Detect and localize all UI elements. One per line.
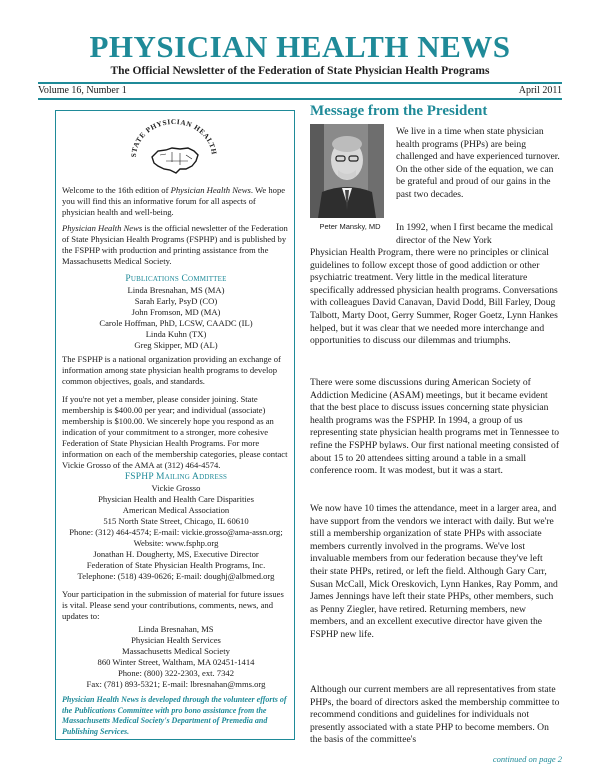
footer-paragraph: Physician Health News is developed through the volunteer efforts of the Publications Committee with pro bono assistance from the Massachusetts Medical Society's Department of Premedia and Publishing Services.	[62, 695, 287, 736]
svg-text:FEDERATION OF STATE PHYSICIAN	[114, 117, 218, 158]
contact-line: Massachusetts Medical Society	[122, 646, 230, 656]
sidebar-box	[55, 110, 295, 740]
director-line: Federation of State Physician Health Programs, Inc.	[86, 560, 266, 570]
newsletter-title: PHYSICIAN HEALTH NEWS	[89, 29, 511, 64]
photo-caption: Peter Mansky, MD	[319, 222, 381, 231]
article-paragraph-4: We now have 10 times the attendance, meet in a larger area, and have support from the vendors we interact with daily. But we're still a membership organization of state PHPs with associate members currently involved in the programs. We've lost invaluable members from our federation because they've left their state PHPs, retired, or left the field. Although Gary Carr, Susan McCall, Mick Oreskovich, Lynn Hankes, Ray Pomm, and James Jennings have left their state PHPs, other members, such as Penny Ziegler, have retired. Returning members, new members, and an excellent executive director have given the FSPHP new life.	[310, 503, 558, 640]
contact-block	[62, 624, 290, 690]
official-paragraph: Physician Health News is the official newsletter of the Federation of State Physician Health Programs (FSPHP) and is published by the FSPHP with production and printing assistance from the Massachusetts Medical Society.	[62, 223, 288, 266]
portrait-image	[310, 124, 384, 218]
fsphp-seal-logo	[114, 117, 234, 193]
mailing-line: Physician Health and Health Care Disparities	[98, 494, 254, 504]
director-line: Telephone: (518) 439-0626; E-mail: doughj@albmed.org	[77, 571, 275, 581]
mailing-address	[62, 471, 290, 549]
contact-line: 860 Winter Street, Waltham, MA 02451-1414	[97, 657, 255, 667]
contact-line: Physician Health Services	[131, 635, 221, 645]
mailing-line: Vickie Grosso	[151, 483, 201, 493]
participation-paragraph: Your participation in the submission of material for future issues is vital. Please send your contributions, comments, news, and updates to:	[62, 589, 284, 621]
committee-member: Greg Skipper, MD (AL)	[134, 340, 218, 350]
article-title: Message from the President	[310, 103, 488, 119]
mailing-line: American Medical Association	[122, 505, 230, 515]
mailing-line: Phone: (312) 464-4574; E-mail: vickie.grosso@ama-assn.org;	[69, 527, 283, 537]
org-paragraph: The FSPHP is a national organization providing an exchange of information among state physician health programs to develop common objectives, goals, and standards.	[62, 354, 281, 386]
article-paragraph-3: There were some discussions during American Society of Addiction Medicine (ASAM) meetings, but it became evident that the best place to discuss issues concerning state physician health programs was the FSPHP. In 1994, a group of us representing state physician health programs met in Tennessee to refine the FSPHP bylaws. Our first national meeting consisted of about 15 to 20 attendees sitting around a table in a small conference room. It was modest, but it was a start.	[310, 377, 560, 477]
continued-note: continued on page 2	[492, 754, 562, 764]
article-paragraph-2-start: In 1992, when I first became the medical director of the New York	[396, 222, 554, 246]
contact-line: Fax: (781) 893-5321; E-mail: lbresnahan@mms.org	[86, 679, 266, 689]
issue-volume: Volume 16, Number 1	[38, 85, 127, 96]
issue-date: April 2011	[518, 85, 562, 96]
committee-member: Sarah Early, PsyD (CO)	[134, 296, 218, 306]
article-paragraph-1: We live in a time when state physician health programs (PHPs) are being challenged and have experienced turnover. On the other side of the equation, we can be grateful and proud of our gains in the past two decades.	[396, 126, 560, 200]
mailing-line: Website: www.fsphp.org	[133, 538, 219, 548]
committee-member: John Fromson, MD (MA)	[131, 307, 221, 317]
committee-member: Linda Bresnahan, MS (MA)	[127, 285, 225, 295]
committee-member: Linda Kuhn (TX)	[145, 329, 207, 339]
membership-paragraph: If you're not yet a member, please consider joining. State membership is $400.00 per year; and individual (associate) membership is $100.00. We sincerely hope you respond as an indication of your commitment to a stronger, more cohesive Federation of State Physician Health Programs. For more information on each of the membership categories, please contact Vickie Grosso of the AMA at (312) 464-4574.	[62, 394, 288, 470]
masthead	[0, 30, 600, 78]
mailing-heading: FSPHP Mailing Address	[124, 472, 228, 482]
committee-heading: Publications Committee	[125, 274, 227, 284]
issue-rule-bottom	[38, 98, 562, 100]
director-line: Jonathan H. Dougherty, MS, Executive Director	[93, 549, 259, 559]
contact-line: Linda Bresnahan, MS	[138, 624, 214, 634]
committee-member: Carole Hoffman, PhD, LCSW, CAADC (IL)	[99, 318, 253, 328]
seal-text: STATE PHYSICIAN HEALTH	[129, 117, 219, 158]
mailing-line: 515 North State Street, Chicago, IL 60610	[103, 516, 249, 526]
welcome-paragraph: Welcome to the 16th edition of Physician Health News. We hope you will find this an informative forum for all aspects of physician health and well-being.	[62, 185, 286, 217]
issue-line	[38, 84, 562, 97]
newsletter-subtitle: The Official Newsletter of the Federation of State Physician Health Programs	[110, 65, 490, 77]
seal-emblem-icon	[114, 117, 234, 193]
president-photo	[310, 124, 384, 218]
contact-line: Phone: (800) 322-2303, ext. 7342	[117, 668, 234, 678]
article-paragraph-2: Physician Health Program, there were no principles or clinical guidelines to follow except those of good addiction or other psychiatric treatment. Very little in the medical literature specifically addressed physician health programs. Conversations with colleagues David Canavan, David Dodd, Bill Farley, Doug Talbott, Marty Doot, Gerry Summer, Roger Goetz, Lynn Hankes helped, but it was clear that we needed more interchange and opportunities to discuss our dilemmas and triumphs.	[310, 247, 558, 347]
article-paragraph-5: Although our current members are all representatives from state PHPs, the board of directors asked the membership committee to recommend conditions and guidelines for individuals not presently associated with a state PHP to become members. On the basis of the committee's	[310, 684, 560, 746]
executive-director	[62, 549, 290, 582]
publications-committee	[62, 273, 290, 351]
